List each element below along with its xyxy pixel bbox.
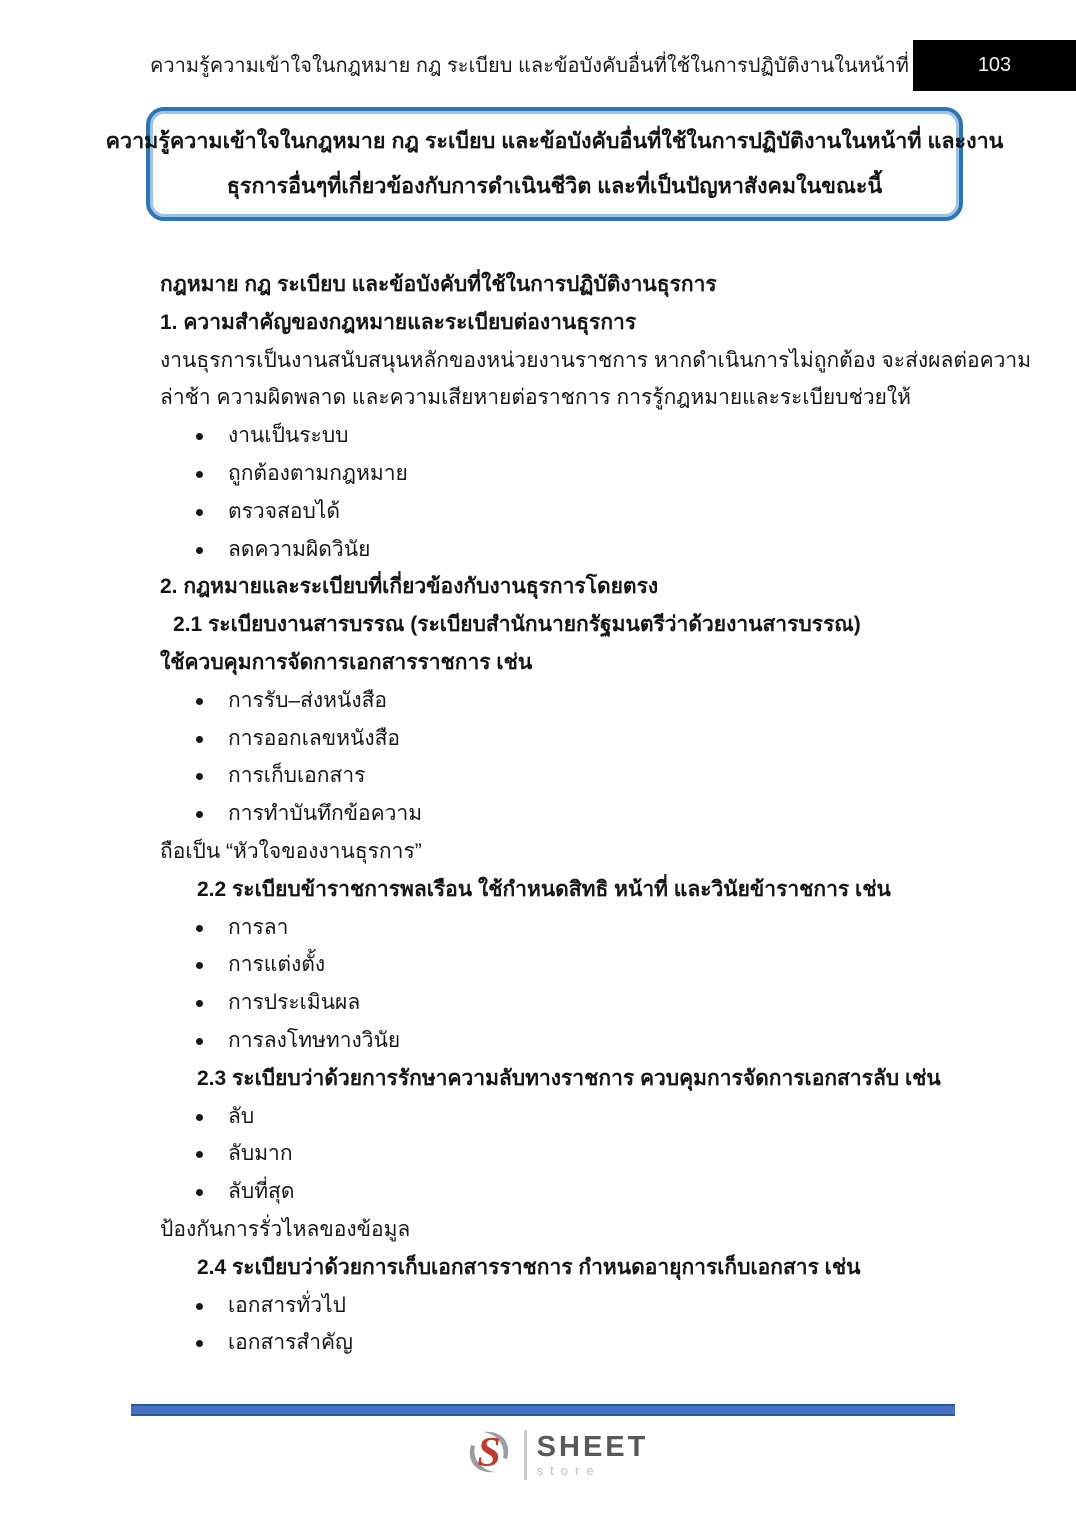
bullet-item: การลงโทษทางวินัย (160, 1022, 960, 1060)
retention-list (160, 1287, 960, 1363)
brand-text (537, 1432, 649, 1478)
bullet-item: งานเป็นระบบ (160, 417, 960, 455)
paragraph-1-line-2: ล่าช้า ความผิดพลาด และความเสียหายต่อราชการ การรู้กฎหมายและระเบียบช่วยให้ (160, 386, 912, 410)
secrecy-list (160, 1098, 960, 1211)
benefits-list (160, 417, 960, 568)
chapter-title-box (105, 107, 1004, 221)
bullet-item: ถูกต้องตามกฎหมาย (160, 455, 960, 493)
section-2-1-note: ถือเป็น “หัวใจของงานธุรการ” (160, 839, 422, 863)
bullet-item: การออกเลขหนังสือ (160, 720, 960, 758)
section-heading-2: 2. กฎหมายและระเบียบที่เกี่ยวข้องกับงานธุรการโดยตรง (160, 575, 659, 599)
bullet-item: การประเมินผล (160, 984, 960, 1022)
bullet-item: การเก็บเอกสาร (160, 757, 960, 795)
bullet-item: ลับที่สุด (160, 1173, 960, 1211)
bullet-item: ลับมาก (160, 1135, 960, 1173)
bullet-item: การรับ–ส่งหนังสือ (160, 682, 960, 720)
running-header-title: ความรู้ความเข้าใจในกฎหมาย กฎ ระเบียบ และข้อบังคับอื่นที่ใช้ในการปฏิบัติงานในหน้าที่ (150, 55, 909, 77)
chapter-title-line-1: ความรู้ความเข้าใจในกฎหมาย กฎ ระเบียบ และข้อบังคับอื่นที่ใช้ในการปฏิบัติงานในหน้าที่ และงาน (105, 129, 1004, 153)
page-number: 103 (977, 54, 1012, 76)
paragraph-1-line-1: งานธุรการเป็นงานสนับสนุนหลักของหน่วยงานราชการ หากดำเนินการไม่ถูกต้อง จะส่งผลต่อความ (160, 348, 1032, 372)
section-heading-1: 1. ความสำคัญของกฎหมายและระเบียบต่องานธุรการ (160, 310, 637, 334)
bullet-item: การแต่งตั้ง (160, 946, 960, 984)
bullet-item: ลับ (160, 1098, 960, 1136)
brand-divider (524, 1430, 527, 1480)
bullet-item: การทำบันทึกข้อความ (160, 795, 960, 833)
section-heading-main: กฎหมาย กฎ ระเบียบ และข้อบังคับที่ใช้ในการปฏิบัติงานธุรการ (160, 273, 717, 296)
bullet-item: ตรวจสอบได้ (160, 493, 960, 531)
bullet-item: เอกสารทั่วไป (160, 1287, 960, 1325)
chapter-title-line-2: ธุรการอื่นๆที่เกี่ยวข้องกับการดำเนินชีวิต และที่เป็นปัญหาสังคมในขณะนี้ (226, 174, 883, 198)
s-logo-icon (464, 1428, 514, 1481)
bullet-item: เอกสารสำคัญ (160, 1324, 960, 1362)
section-heading-2-3: 2.3 ระเบียบว่าด้วยการรักษาความลับทางราชการ ควบคุมการจัดการเอกสารลับ เช่น (197, 1066, 941, 1090)
sheet-store-logo (0, 1428, 1076, 1481)
s-logo-letter: S (476, 1430, 501, 1476)
section-heading-2-2: 2.2 ระเบียบข้าราชการพลเรือน ใช้กำหนดสิทธิ หน้าที่ และวินัยข้าราชการ เช่น (197, 877, 891, 901)
section-heading-2-4: 2.4 ระเบียบว่าด้วยการเก็บเอกสารราชการ กำหนดอายุการเก็บเอกสาร เช่น (197, 1255, 861, 1279)
section-2-1-intro: ใช้ควบคุมการจัดการเอกสารราชการ เช่น (160, 650, 533, 674)
civil-service-list (160, 909, 960, 1060)
brand-name: SHEET (536, 1430, 649, 1463)
sheet-store-logo-inner (464, 1428, 649, 1481)
saraban-list (160, 682, 960, 833)
bullet-item: ลดความผิดวินัย (160, 531, 960, 569)
section-2-3-note: ป้องกันการรั่วไหลของข้อมูล (160, 1217, 411, 1241)
bullet-item: การลา (160, 909, 960, 947)
section-heading-2-1: 2.1 ระเบียบงานสารบรรณ (ระเบียบสำนักนายกรัฐมนตรีว่าด้วยงานสารบรรณ) (173, 613, 861, 637)
page-number-box (913, 40, 1076, 91)
document-body (160, 266, 1032, 1362)
brand-subtitle: store (536, 1462, 601, 1478)
footer-divider-bar (131, 1404, 955, 1416)
